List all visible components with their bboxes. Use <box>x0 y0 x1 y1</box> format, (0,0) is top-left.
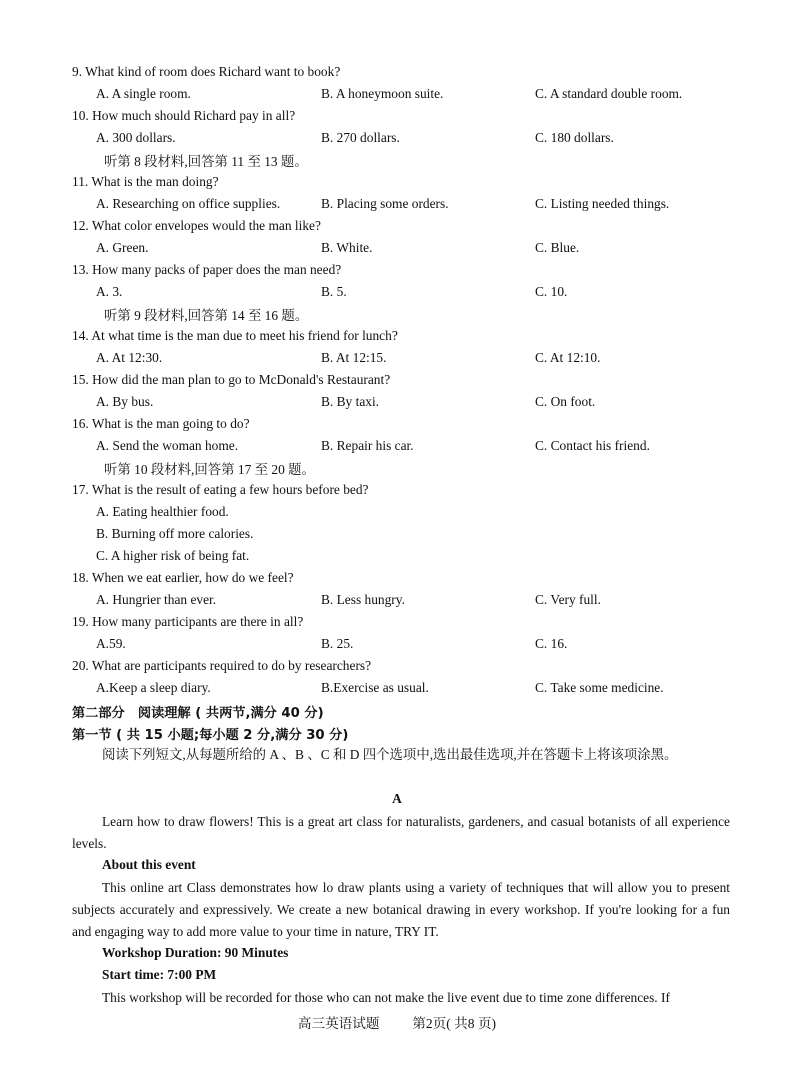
option-b: B. By taxi. <box>321 394 380 409</box>
option-a: A.Keep a sleep diary. <box>96 680 211 695</box>
option-c: C. On foot. <box>535 394 596 409</box>
question-16: 16. What is the man going to do? <box>72 416 250 431</box>
question-15: 15. How did the man plan to go to McDonald's Restaurant? <box>72 372 391 387</box>
option-c: C. A higher risk of being fat. <box>96 548 250 563</box>
option-a: A. By bus. <box>96 394 154 409</box>
reading-directions: 阅读下列短文,从每题所给的 A 、B 、C 和 D 四个选项中,选出最佳选项,并在答题卡上将该项涂黑。 <box>102 747 678 762</box>
question-13: 13. How many packs of paper does the man need? <box>72 262 342 277</box>
option-b: B. 270 dollars. <box>321 130 400 145</box>
option-b: B. 25. <box>321 636 354 651</box>
option-a: A. 3. <box>96 284 123 299</box>
option-a: A. 300 dollars. <box>96 130 176 145</box>
passage-title: A <box>392 791 402 806</box>
question-11: 11. What is the man doing? <box>72 174 219 189</box>
about-text: This online art Class demonstrates how lo draw plants using a variety of techniques that will allow you to present subjects accurately and expressively. We create a new botanical drawing in every workshop. If you're looking for a fun and engaging way to add more value to your time in nature, TRY IT. <box>72 880 730 939</box>
option-c: C. A standard double room. <box>535 86 683 101</box>
question-10: 10. How much should Richard pay in all? <box>72 108 296 123</box>
option-c: C. Listing needed things. <box>535 196 670 211</box>
option-b: B. 5. <box>321 284 347 299</box>
option-a: A. A single room. <box>96 86 191 101</box>
question-19-options <box>0 636 794 656</box>
listening-instruction-9: 听第 9 段材料,回答第 14 至 16 题。 <box>104 308 309 323</box>
part-heading: 第二部分 阅读理解 ( 共两节,满分 40 分) <box>72 706 324 721</box>
option-a: A. Green. <box>96 240 149 255</box>
workshop-duration: Workshop Duration: 90 Minutes <box>102 945 289 960</box>
question-20: 20. What are participants required to do by researchers? <box>72 658 372 673</box>
question-18: 18. When we eat earlier, how do we feel? <box>72 570 294 585</box>
option-b: B. Repair his car. <box>321 438 414 453</box>
option-c: C. 10. <box>535 284 568 299</box>
question-9: 9. What kind of room does Richard want to book? <box>72 64 341 79</box>
listening-instruction-8: 听第 8 段材料,回答第 11 至 13 题。 <box>104 154 308 169</box>
start-time: Start time: 7:00 PM <box>102 967 217 982</box>
footer-page-number: 第2页( 共8 页) <box>412 1016 497 1031</box>
option-b: B. At 12:15. <box>321 350 387 365</box>
about-heading: About this event <box>102 857 196 872</box>
option-c: C. Take some medicine. <box>535 680 664 695</box>
option-c: C. Very full. <box>535 592 601 607</box>
option-c: C. Contact his friend. <box>535 438 650 453</box>
question-20-options <box>0 680 794 700</box>
footer-subject: 高三英语试题 <box>297 1016 380 1031</box>
option-a: A.59. <box>96 636 126 651</box>
question-12: 12. What color envelopes would the man like? <box>72 218 321 233</box>
option-a: A. Eating healthier food. <box>96 504 229 519</box>
option-a: A. Send the woman home. <box>96 438 239 453</box>
option-b: B. A honeymoon suite. <box>321 86 444 101</box>
question-14-options <box>0 350 794 370</box>
option-b: B. Burning off more calories. <box>96 526 254 541</box>
question-18-options <box>0 592 794 612</box>
option-b: B. Less hungry. <box>321 592 405 607</box>
question-11-options <box>0 196 794 216</box>
option-b: B. White. <box>321 240 373 255</box>
question-14: 14. At what time is the man due to meet his friend for lunch? <box>72 328 398 343</box>
question-9-options <box>0 86 794 106</box>
question-19: 19. How many participants are there in all? <box>72 614 304 629</box>
passage-intro: Learn how to draw flowers! This is a great art class for naturalists, gardeners, and casual botanists of all experience levels. <box>72 814 730 851</box>
listening-instruction-10: 听第 10 段材料,回答第 17 至 20 题。 <box>104 462 315 477</box>
page-footer <box>0 1012 794 1032</box>
option-a: A. Hungrier than ever. <box>96 592 217 607</box>
option-c: C. Blue. <box>535 240 580 255</box>
recorded-text: This workshop will be recorded for those who can not make the live event due to time zone differences. If <box>102 990 670 1005</box>
question-13-options <box>0 284 794 304</box>
section-heading: 第一节 ( 共 15 小题;每小题 2 分,满分 30 分) <box>72 728 349 743</box>
question-16-options <box>0 438 794 458</box>
question-15-options <box>0 394 794 414</box>
question-17: 17. What is the result of eating a few hours before bed? <box>72 482 369 497</box>
option-a: A. At 12:30. <box>96 350 163 365</box>
option-b: B. Placing some orders. <box>321 196 449 211</box>
option-c: C. 180 dollars. <box>535 130 614 145</box>
option-c: C. At 12:10. <box>535 350 601 365</box>
question-12-options <box>0 240 794 260</box>
option-c: C. 16. <box>535 636 568 651</box>
option-a: A. Researching on office supplies. <box>96 196 281 211</box>
option-b: B.Exercise as usual. <box>321 680 429 695</box>
question-10-options <box>0 130 794 150</box>
